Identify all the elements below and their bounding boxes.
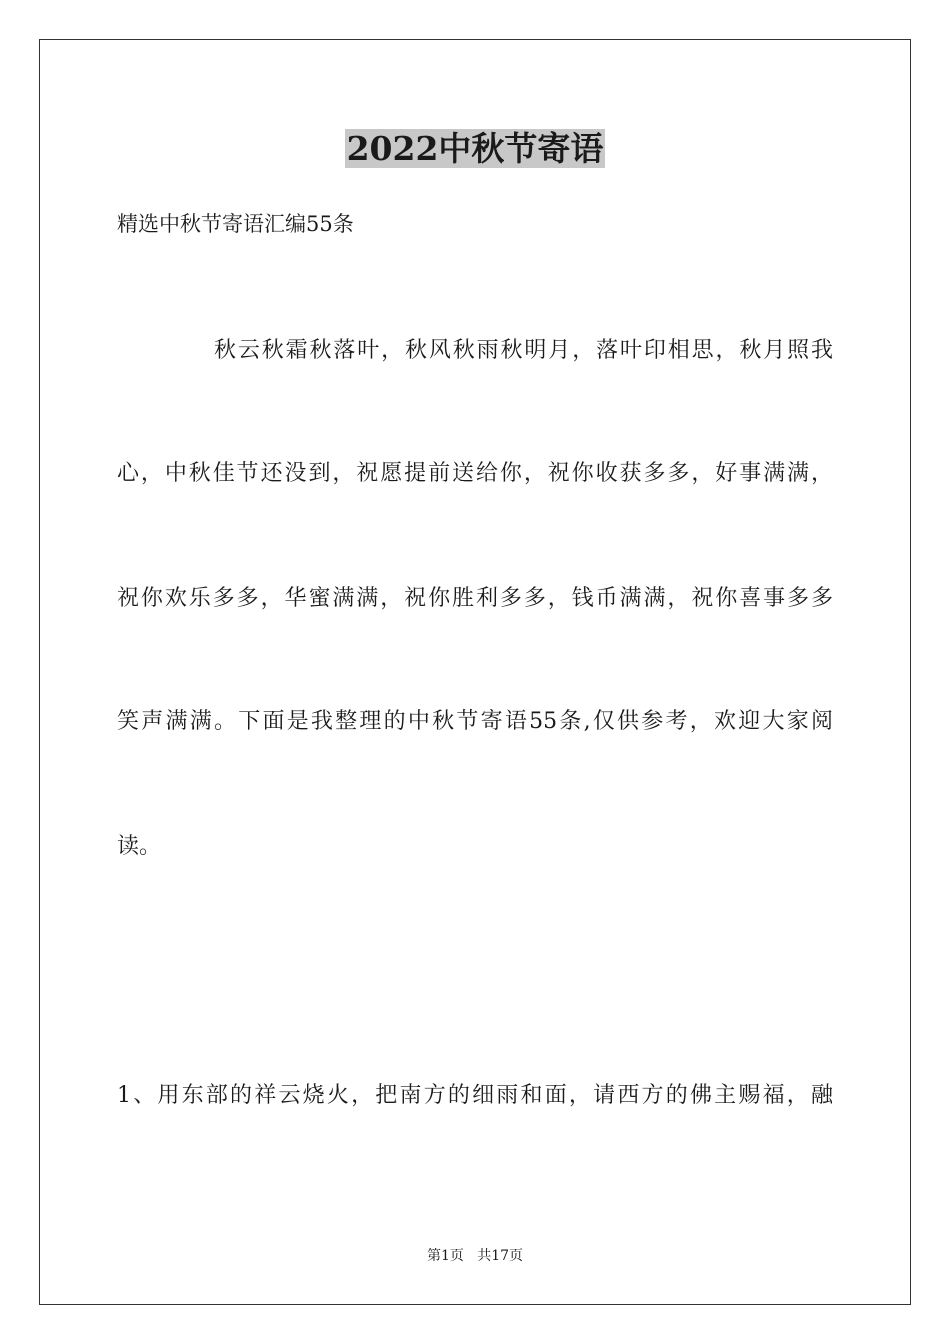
document-title-text: 2022中秋节寄语 [346, 129, 604, 168]
intro-line-3: 祝你欢乐多多，华蜜满满，祝你胜利多多，钱币满满，祝你喜事多多 [117, 586, 833, 611]
intro-line-5: 读。 [117, 834, 162, 859]
intro-line-1: 秋云秋霜秋落叶，秋风秋雨秋明月，落叶印相思，秋月照我 [214, 338, 833, 363]
document-subtitle: 精选中秋节寄语汇编55条 [117, 212, 354, 236]
document-title [0, 126, 950, 172]
intro-line-2: 心，中秋佳节还没到，祝愿提前送给你，祝你收获多多，好事满满， [117, 461, 833, 486]
list-item-1-line-1: 1、用东部的祥云烧火，把南方的细雨和面，请西方的佛主赐福，融 [117, 1083, 833, 1108]
page-number-footer: 第1页 共17页 [426, 1248, 524, 1264]
intro-line-4: 笑声满满。下面是我整理的中秋节寄语55条,仅供参考，欢迎大家阅 [117, 709, 833, 734]
